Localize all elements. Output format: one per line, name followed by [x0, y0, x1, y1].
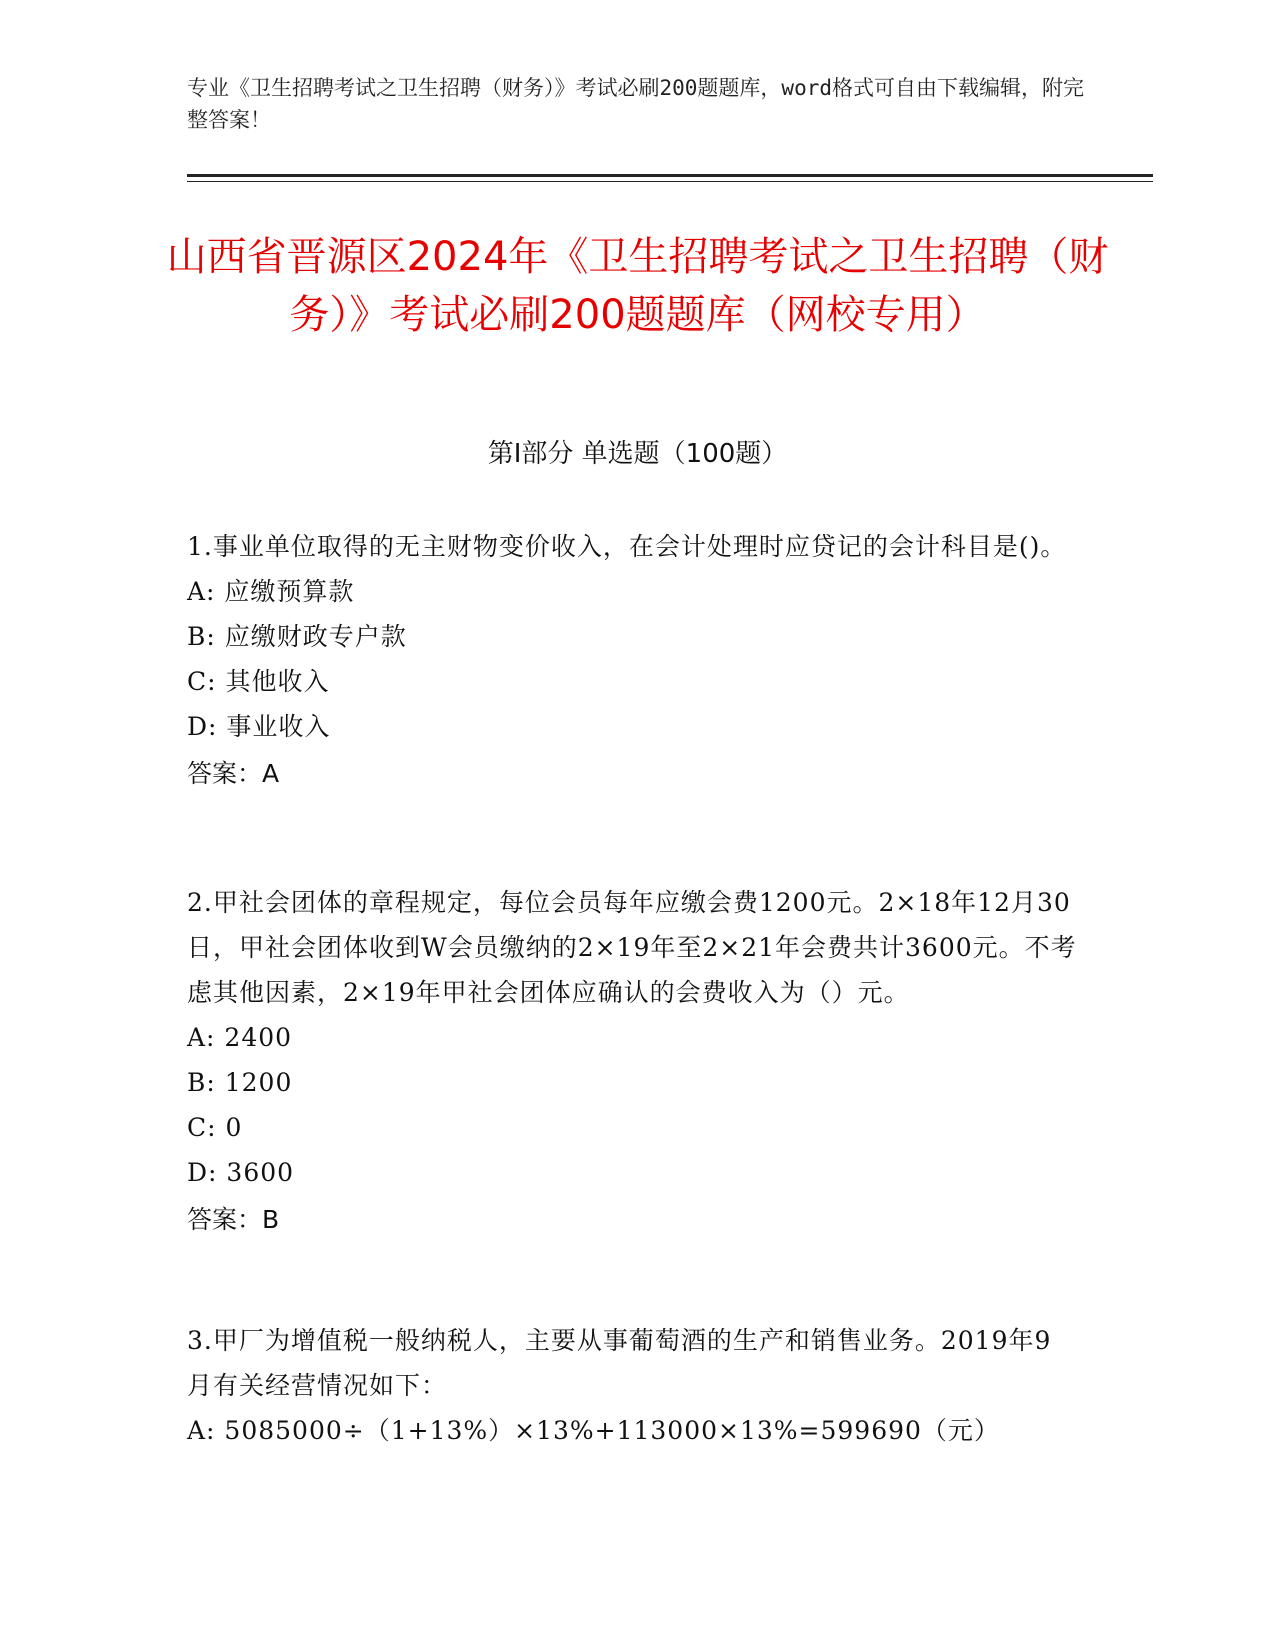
option-a: A: 5085000÷（1+13%）×13%+113000×13%=599690（元） [187, 1416, 1000, 1445]
option-d: D: 3600 [187, 1158, 295, 1187]
header-rule-thin [187, 181, 1153, 182]
question-3 [187, 1318, 1077, 1453]
option-c: C: 0 [187, 1113, 243, 1142]
question-stem: 1.事业单位取得的无主财物变价收入，在会计处理时应贷记的会计科目是()。 [187, 532, 1067, 561]
option-b: B: 应缴财政专户款 [187, 622, 407, 651]
question-2 [187, 880, 1077, 1242]
option-d: D: 事业收入 [187, 712, 331, 741]
option-a: A: 2400 [187, 1023, 293, 1052]
header-note: 专业《卫生招聘考试之卫生招聘（财务）》考试必刷200题题库，word格式可自由下载编辑，附完整答案！ [187, 76, 1084, 132]
option-c: C: 其他收入 [187, 667, 330, 696]
answer: 答案：A [187, 759, 280, 788]
document-title: 山西省晋源区2024年《卫生招聘考试之卫生招聘（财务）》考试必刷200题题库（网校专用） [166, 234, 1109, 338]
answer: 答案：B [187, 1205, 280, 1234]
question-stem: 3.甲厂为增值税一般纳税人，主要从事葡萄酒的生产和销售业务。2019年9月有关经营情况如下： [187, 1326, 1052, 1400]
question-stem: 2.甲社会团体的章程规定，每位会员每年应缴会费1200元。2×18年12月30日，甲社会团体收到W会员缴纳的2×19年至2×21年会费共计3600元。不考虑其他因素，2×19年甲社会团体应确认的会费收入为（）元。 [187, 888, 1077, 1007]
header-rule-thick [187, 174, 1153, 177]
option-b: B: 1200 [187, 1068, 293, 1097]
section-title: 第Ⅰ部分 单选题（100题） [487, 439, 788, 469]
question-1 [187, 524, 1077, 796]
option-a: A: 应缴预算款 [187, 577, 355, 606]
